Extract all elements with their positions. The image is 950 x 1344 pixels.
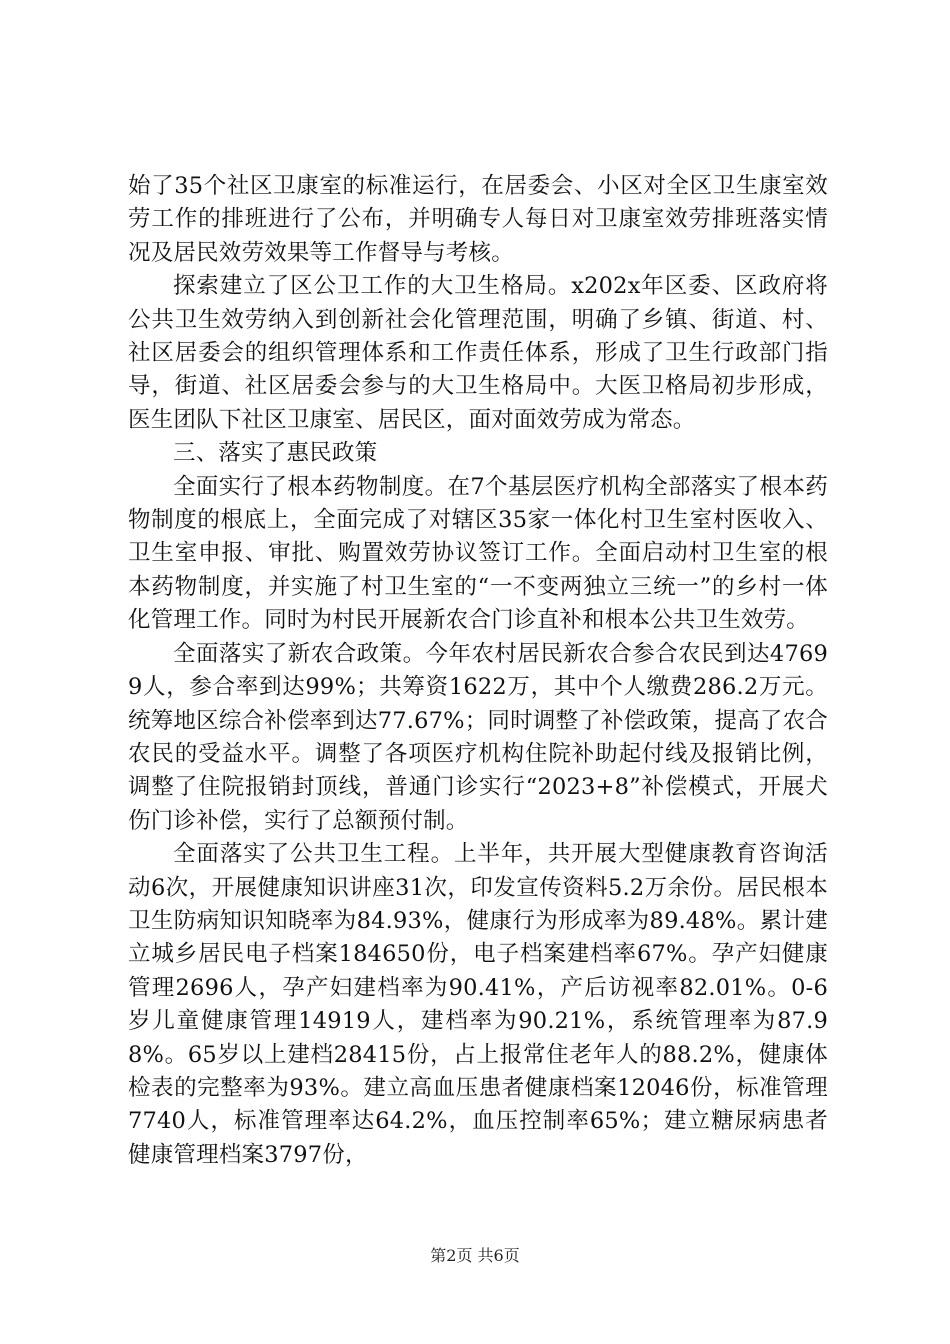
paragraph-continuation: 始了35个社区卫康室的标准运行，在居委会、小区对全区卫生康室效劳工作的排班进行了公布，并明确专人每日对卫康室效劳排班落实情况及居民效劳效果等工作督导与考核。	[128, 173, 828, 266]
paragraph-public-health-pattern: 探索建立了区公卫工作的大卫生格局。x202x年区委、区政府将公共卫生效劳纳入到创新社会化管理范围，明确了乡镇、街道、村、社区居委会的组织管理体系和工作责任体系，形成了卫生行政部门指导，街道、社区居委会参与的大卫生格局中。大医卫格局初步形成，医生团队下社区卫康室、居民区，面对面效劳成为常态。	[128, 273, 828, 433]
paragraph-public-health-project: 全面落实了公共卫生工程。上半年，共开展大型健康教育咨询活动6次，开展健康知识讲座31次，印发宣传资料5.2万余份。居民根本卫生防病知识知晓率为84.93%，健康行为形成率为89.48%。累计建立城乡居民电子档案184650份，电子档案建档率67%。孕产妇健康管理2696人，孕产妇建档率为90.41%，产后访视率82.01%。0-6岁儿童健康管理14919人，建档率为90.21%，系统管理率为87.98%。65岁以上建档28415份，占上报常住老年人的88.2%，健康体检表的完整率为93%。建立高血压患者健康档案12046份，标准管理7740人，标准管理率达64.2%，血压控制率65%；建立糖尿病患者健康管理档案3797份，	[128, 841, 828, 1168]
section-heading-policy: 三、落实了惠民政策	[173, 440, 378, 467]
document-body	[128, 170, 828, 1172]
paragraph-essential-drugs: 全面实行了根本药物制度。在7个基层医疗机构全部落实了根本药物制度的根底上，全面完成了对辖区35家一体化村卫生室村医收入、卫生室申报、审批、购置效劳协议签订工作。全面启动村卫生室的根本药物制度，并实施了村卫生室的“一不变两独立三统一”的乡村一体化管理工作。同时为村民开展新农合门诊直补和根本公共卫生效劳。	[128, 473, 828, 634]
page-footer: 第2页 共6页	[430, 1246, 520, 1265]
paragraph-rural-cooperative-medical: 全面落实了新农合政策。今年农村居民新农合参合农民到达47699人，参合率到达99%；共筹资1622万，其中个人缴费286.2万元。统筹地区综合补偿率到达77.67%；同时调整了补偿政策，提高了农合农民的受益水平。调整了各项医疗机构住院补助起付线及报销比例，调整了住院报销封顶线，普通门诊实行“2023+8”补偿模式，开展犬伤门诊补偿，实行了总额预付制。	[128, 640, 828, 834]
